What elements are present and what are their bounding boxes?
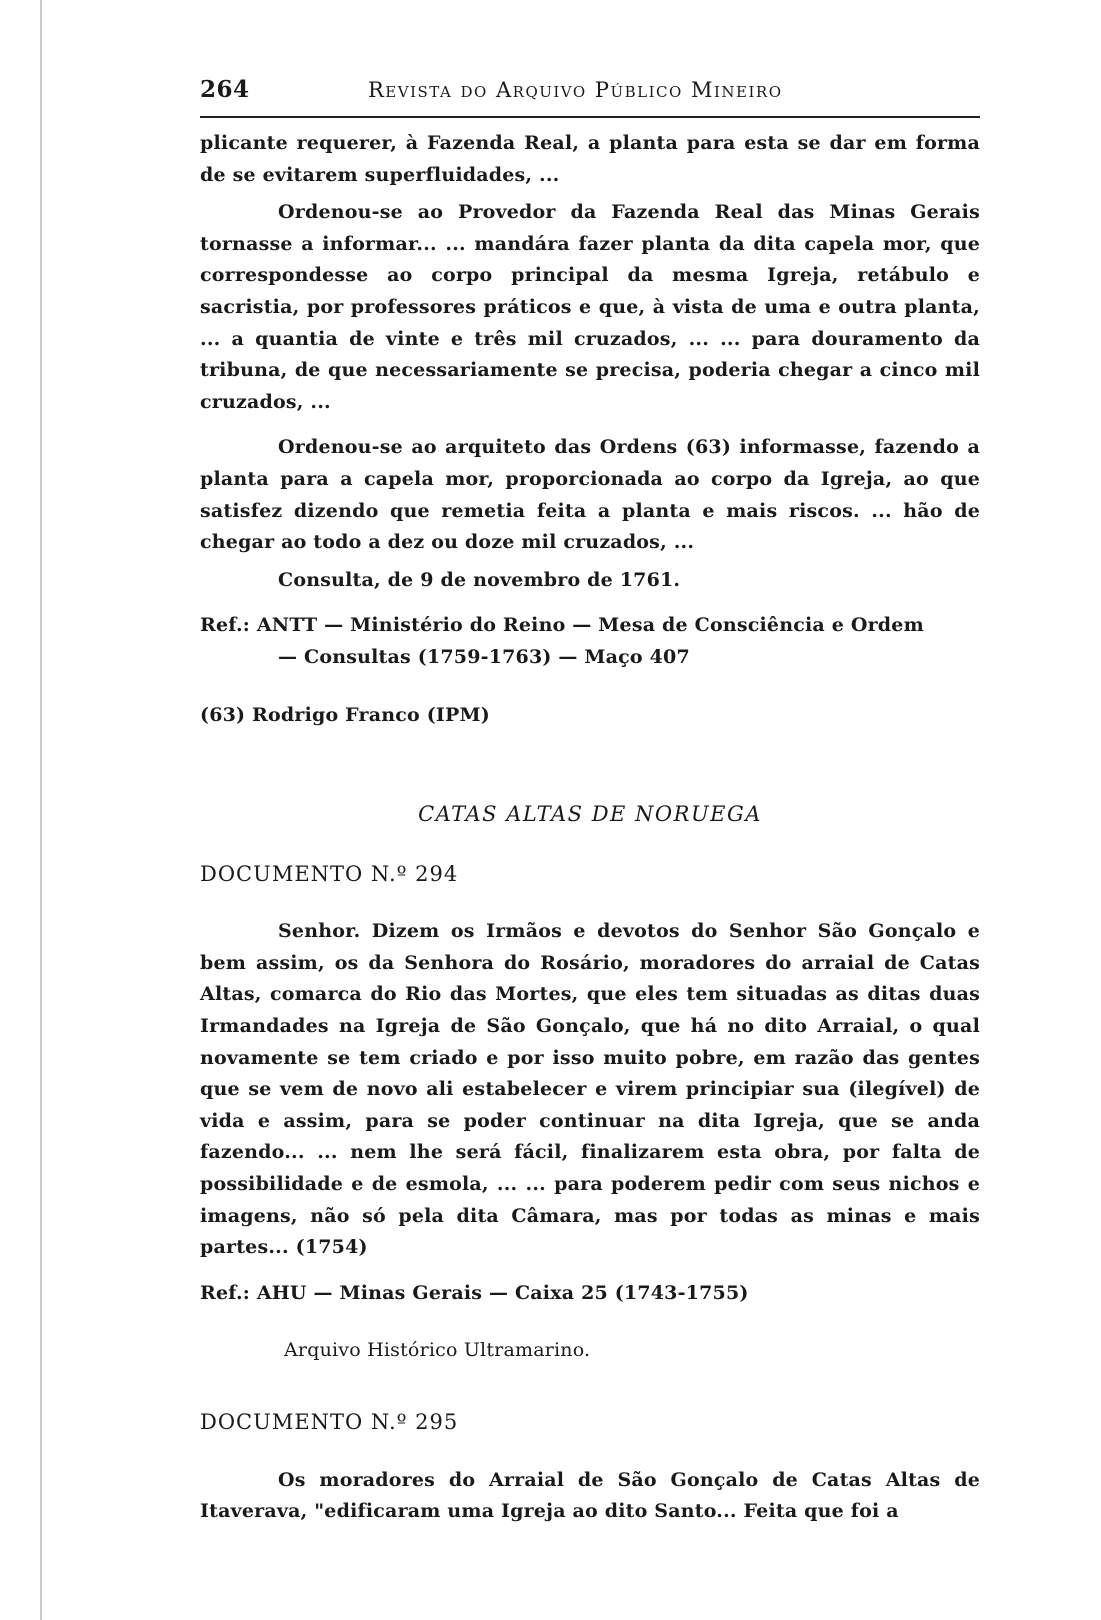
document-295-body: Os moradores do Arraial de São Gonçalo de Catas Altas de Itaverava, "edificaram uma Igreja ao dito Santo... Feita que foi a: [200, 1468, 980, 1523]
document-295-title: DOCUMENTO N.º 295: [200, 1410, 459, 1434]
consulta-date: Consulta, de 9 de novembro de 1761.: [278, 568, 681, 591]
paragraph-continuation: plicante requerer, à Fazenda Real, a planta para esta se dar em forma de se evitarem superfluidades, ...: [200, 132, 980, 186]
scan-margin-line: [40, 0, 42, 1620]
document-294-body: Senhor. Dizem os Irmãos e devotos do Senhor São Gonçalo e bem assim, os da Senhora do Rosário, moradores do arraial de Catas Altas, comarca do Rio das Mortes, que eles tem situadas as ditas duas Irmandades na Igreja de São Gonçalo, que há no dito Arraial, o qual novamente se tem criado e por isso muito pobre, em razão das gentes que se vem de novo ali estabelecer e virem principiar sua (ilegível) de vida e assim, para se poder continuar na dita Igreja, que se anda fazendo... ... nem lhe será fácil, finalizarem esta obra, por falta de possibilidade e de esmola, ... ... para poderem pedir com seus nichos e imagens, não só pela dita Câmara, mas por todas as minas e mais partes... (1754): [200, 920, 980, 1259]
page-body: [200, 128, 980, 1528]
section-title: CATAS ALTAS DE NORUEGA: [418, 802, 762, 827]
document-294-title: DOCUMENTO N.º 294: [200, 861, 459, 886]
paragraph-arquiteto: Ordenou-se ao arquiteto das Ordens (63) informasse, fazendo a planta para a capela mor, proporcionada ao corpo da Igreja, ao que satisfez dizendo que remetia feita a planta e mais riscos. ... hão de chegar ao todo a dez ou doze mil cruzados, ...: [200, 436, 980, 554]
ahu-archive-name: Arquivo Histórico Ultramarino.: [284, 1339, 591, 1362]
page-header: [200, 76, 980, 116]
paragraph-provedor: Ordenou-se ao Provedor da Fazenda Real das Minas Gerais tornasse a informar... ... mandára fazer planta da dita capela mor, que correspondesse ao corpo principal da mesma Igreja, retábulo e sacristia, por professores práticos e que, à vista de uma e outra planta, ... a quantia de vinte e três mil cruzados, ... ... para douramento da tribuna, de que necessariamente se precisa, poderia chegar a cinco mil cruzados, ...: [200, 201, 980, 413]
footnote-63: (63) Rodrigo Franco (IPM): [200, 703, 490, 726]
reference-antt: Ref.: ANTT — Ministério do Reino — Mesa de Consciência e Ordem: [200, 614, 924, 637]
page-number: 264: [200, 76, 250, 103]
header-rule: [200, 116, 980, 118]
running-head: Revista do Arquivo Público Mineiro: [368, 78, 783, 102]
reference-ahu: Ref.: AHU — Minas Gerais — Caixa 25 (1743-1755): [200, 1281, 749, 1304]
reference-antt-continuation: — Consultas (1759-1763) — Maço 407: [278, 645, 690, 668]
